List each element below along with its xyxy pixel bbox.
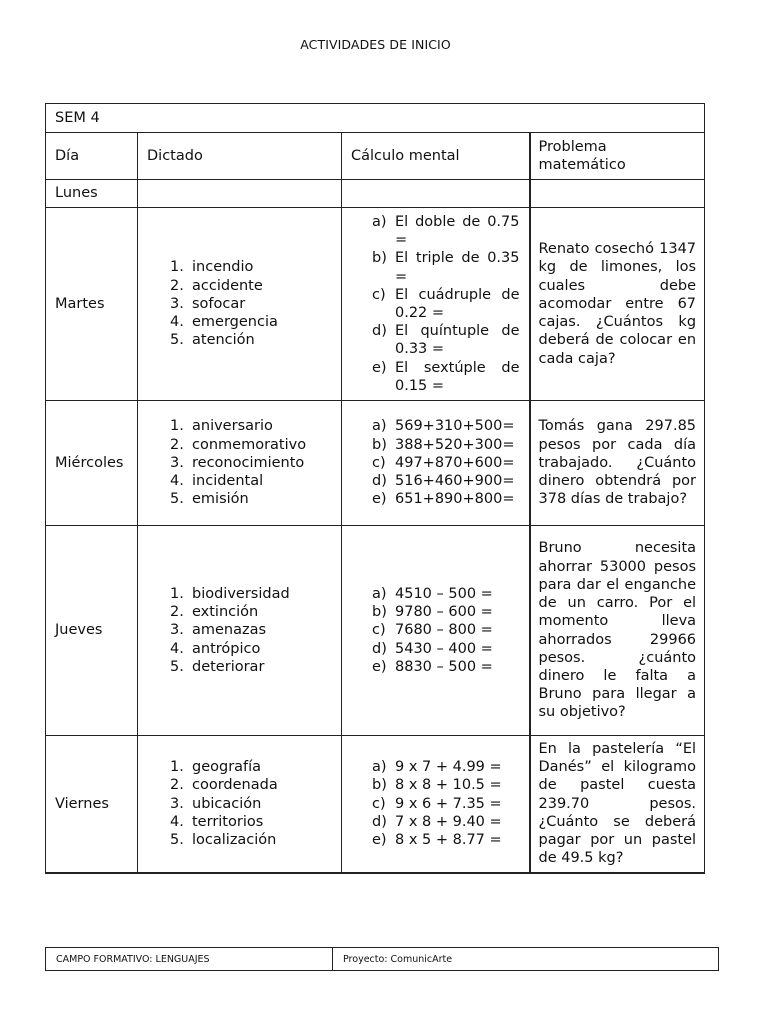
list-item: 2. accidente: [170, 277, 263, 294]
problema-cell: En la pastelería “El Danés” el kilogramo de pastel cuesta 239.70 pesos. ¿Cuánto se deberá pagar por un pastel de 49.5 kg?: [530, 736, 705, 873]
problema-cell: Renato cosechó 1347 kg de limones, los cuales debe acomodar entre 67 cajas. ¿Cuántos kg deberá de colocar en cada caja?: [530, 208, 705, 401]
list-item: b) 388+520+300=: [372, 436, 515, 453]
list-item: 5. atención: [170, 332, 255, 349]
list-item: e) 8830 – 500 =: [372, 658, 493, 675]
day-cell: Lunes: [46, 180, 138, 208]
list-item: 5. emisión: [170, 491, 249, 508]
list-item: c) El cuádruple de 0.22 =: [372, 286, 520, 321]
list-item: e) El sextúple de 0.15 =: [372, 359, 520, 394]
problema-cell: Tomás gana 297.85 pesos por cada día trabajado. ¿Cuánto dinero obtendrá por 378 días de trabajo?: [530, 401, 705, 526]
list-item: c) 9 x 6 + 7.35 =: [372, 795, 502, 812]
footer-campo-formativo: CAMPO FORMATIVO: LENGUAJES: [46, 948, 333, 971]
list-item: d) 7 x 8 + 9.40 =: [372, 813, 502, 830]
row-lunes: [46, 180, 705, 208]
list-item: d) 5430 – 400 =: [372, 640, 493, 657]
list-item: c) 497+870+600=: [372, 454, 515, 471]
calculo-list: [372, 417, 520, 508]
footer-proyecto: Proyecto: ComunicArte: [333, 948, 719, 971]
dictado-list: [170, 258, 333, 349]
list-item: d) El quíntuple de 0.33 =: [372, 323, 520, 358]
header-dictado: Dictado: [138, 133, 342, 180]
list-item: 3. amenazas: [170, 622, 267, 639]
dictado-cell: [138, 526, 342, 736]
calculo-list: [372, 213, 520, 395]
row-martes: [46, 208, 705, 401]
header-dia: Día: [46, 133, 138, 180]
list-item: 1. biodiversidad: [170, 585, 290, 602]
row-viernes: [46, 736, 705, 873]
page-title: ACTIVIDADES DE INICIO: [300, 37, 451, 52]
dictado-cell: [138, 736, 342, 873]
dictado-list: [170, 417, 333, 508]
list-item: a) 569+310+500=: [372, 418, 515, 435]
list-item: 2. conmemorativo: [170, 436, 307, 453]
list-item: e) 8 x 5 + 8.77 =: [372, 832, 502, 849]
list-item: 1. aniversario: [170, 418, 273, 435]
calculo-cell: [342, 180, 530, 208]
week-label: SEM 4: [46, 104, 705, 133]
dictado-list: [170, 585, 333, 676]
list-item: a) El doble de 0.75 =: [372, 213, 520, 249]
list-item: b) 8 x 8 + 10.5 =: [372, 777, 502, 794]
list-item: 5. deteriorar: [170, 658, 265, 675]
list-item: 3. ubicación: [170, 795, 262, 812]
list-item: 4. antrópico: [170, 640, 261, 657]
list-item: 2. coordenada: [170, 777, 278, 794]
dictado-cell: [138, 208, 342, 401]
day-cell: Miércoles: [46, 401, 138, 526]
dictado-list: [170, 758, 333, 849]
list-item: b) 9780 – 600 =: [372, 604, 493, 621]
row-jueves: [46, 526, 705, 736]
header-problema: Problema matemático: [530, 133, 705, 180]
calculo-cell: [342, 736, 530, 873]
list-item: 5. localización: [170, 832, 277, 849]
dictado-cell: [138, 180, 342, 208]
list-item: 4. incidental: [170, 473, 264, 490]
problema-cell: Bruno necesita ahorrar 53000 pesos para dar el enganche de un carro. Por el momento lleva ahorrados 29966 pesos. ¿cuánto dinero le falta a Bruno para llegar a su objetivo?: [530, 526, 705, 736]
row-miercoles: [46, 401, 705, 526]
week-row: [46, 104, 705, 133]
list-item: d) 516+460+900=: [372, 473, 515, 490]
dictado-cell: [138, 401, 342, 526]
list-item: 1. incendio: [170, 259, 254, 276]
calculo-list: [372, 758, 520, 849]
day-cell: Jueves: [46, 526, 138, 736]
list-item: 4. territorios: [170, 813, 264, 830]
list-item: 1. geografía: [170, 759, 262, 776]
list-item: a) 4510 – 500 =: [372, 585, 493, 602]
day-cell: Martes: [46, 208, 138, 401]
footer-table: [45, 947, 719, 971]
list-item: b) El triple de 0.35 =: [372, 250, 520, 285]
calculo-cell: [342, 526, 530, 736]
header-row: [46, 133, 705, 180]
calculo-cell: [342, 401, 530, 526]
list-item: e) 651+890+800=: [372, 491, 515, 508]
calculo-cell: [342, 208, 530, 401]
calculo-list: [372, 585, 520, 676]
problema-cell: [530, 180, 705, 208]
activities-table: [45, 103, 705, 874]
header-calculo: Cálculo mental: [342, 133, 530, 180]
list-item: c) 7680 – 800 =: [372, 622, 493, 639]
list-item: 3. reconocimiento: [170, 454, 305, 471]
day-cell: Viernes: [46, 736, 138, 873]
list-item: a) 9 x 7 + 4.99 =: [372, 759, 502, 776]
list-item: 3. sofocar: [170, 295, 246, 312]
list-item: 2. extinción: [170, 604, 259, 621]
list-item: 4. emergencia: [170, 314, 278, 331]
